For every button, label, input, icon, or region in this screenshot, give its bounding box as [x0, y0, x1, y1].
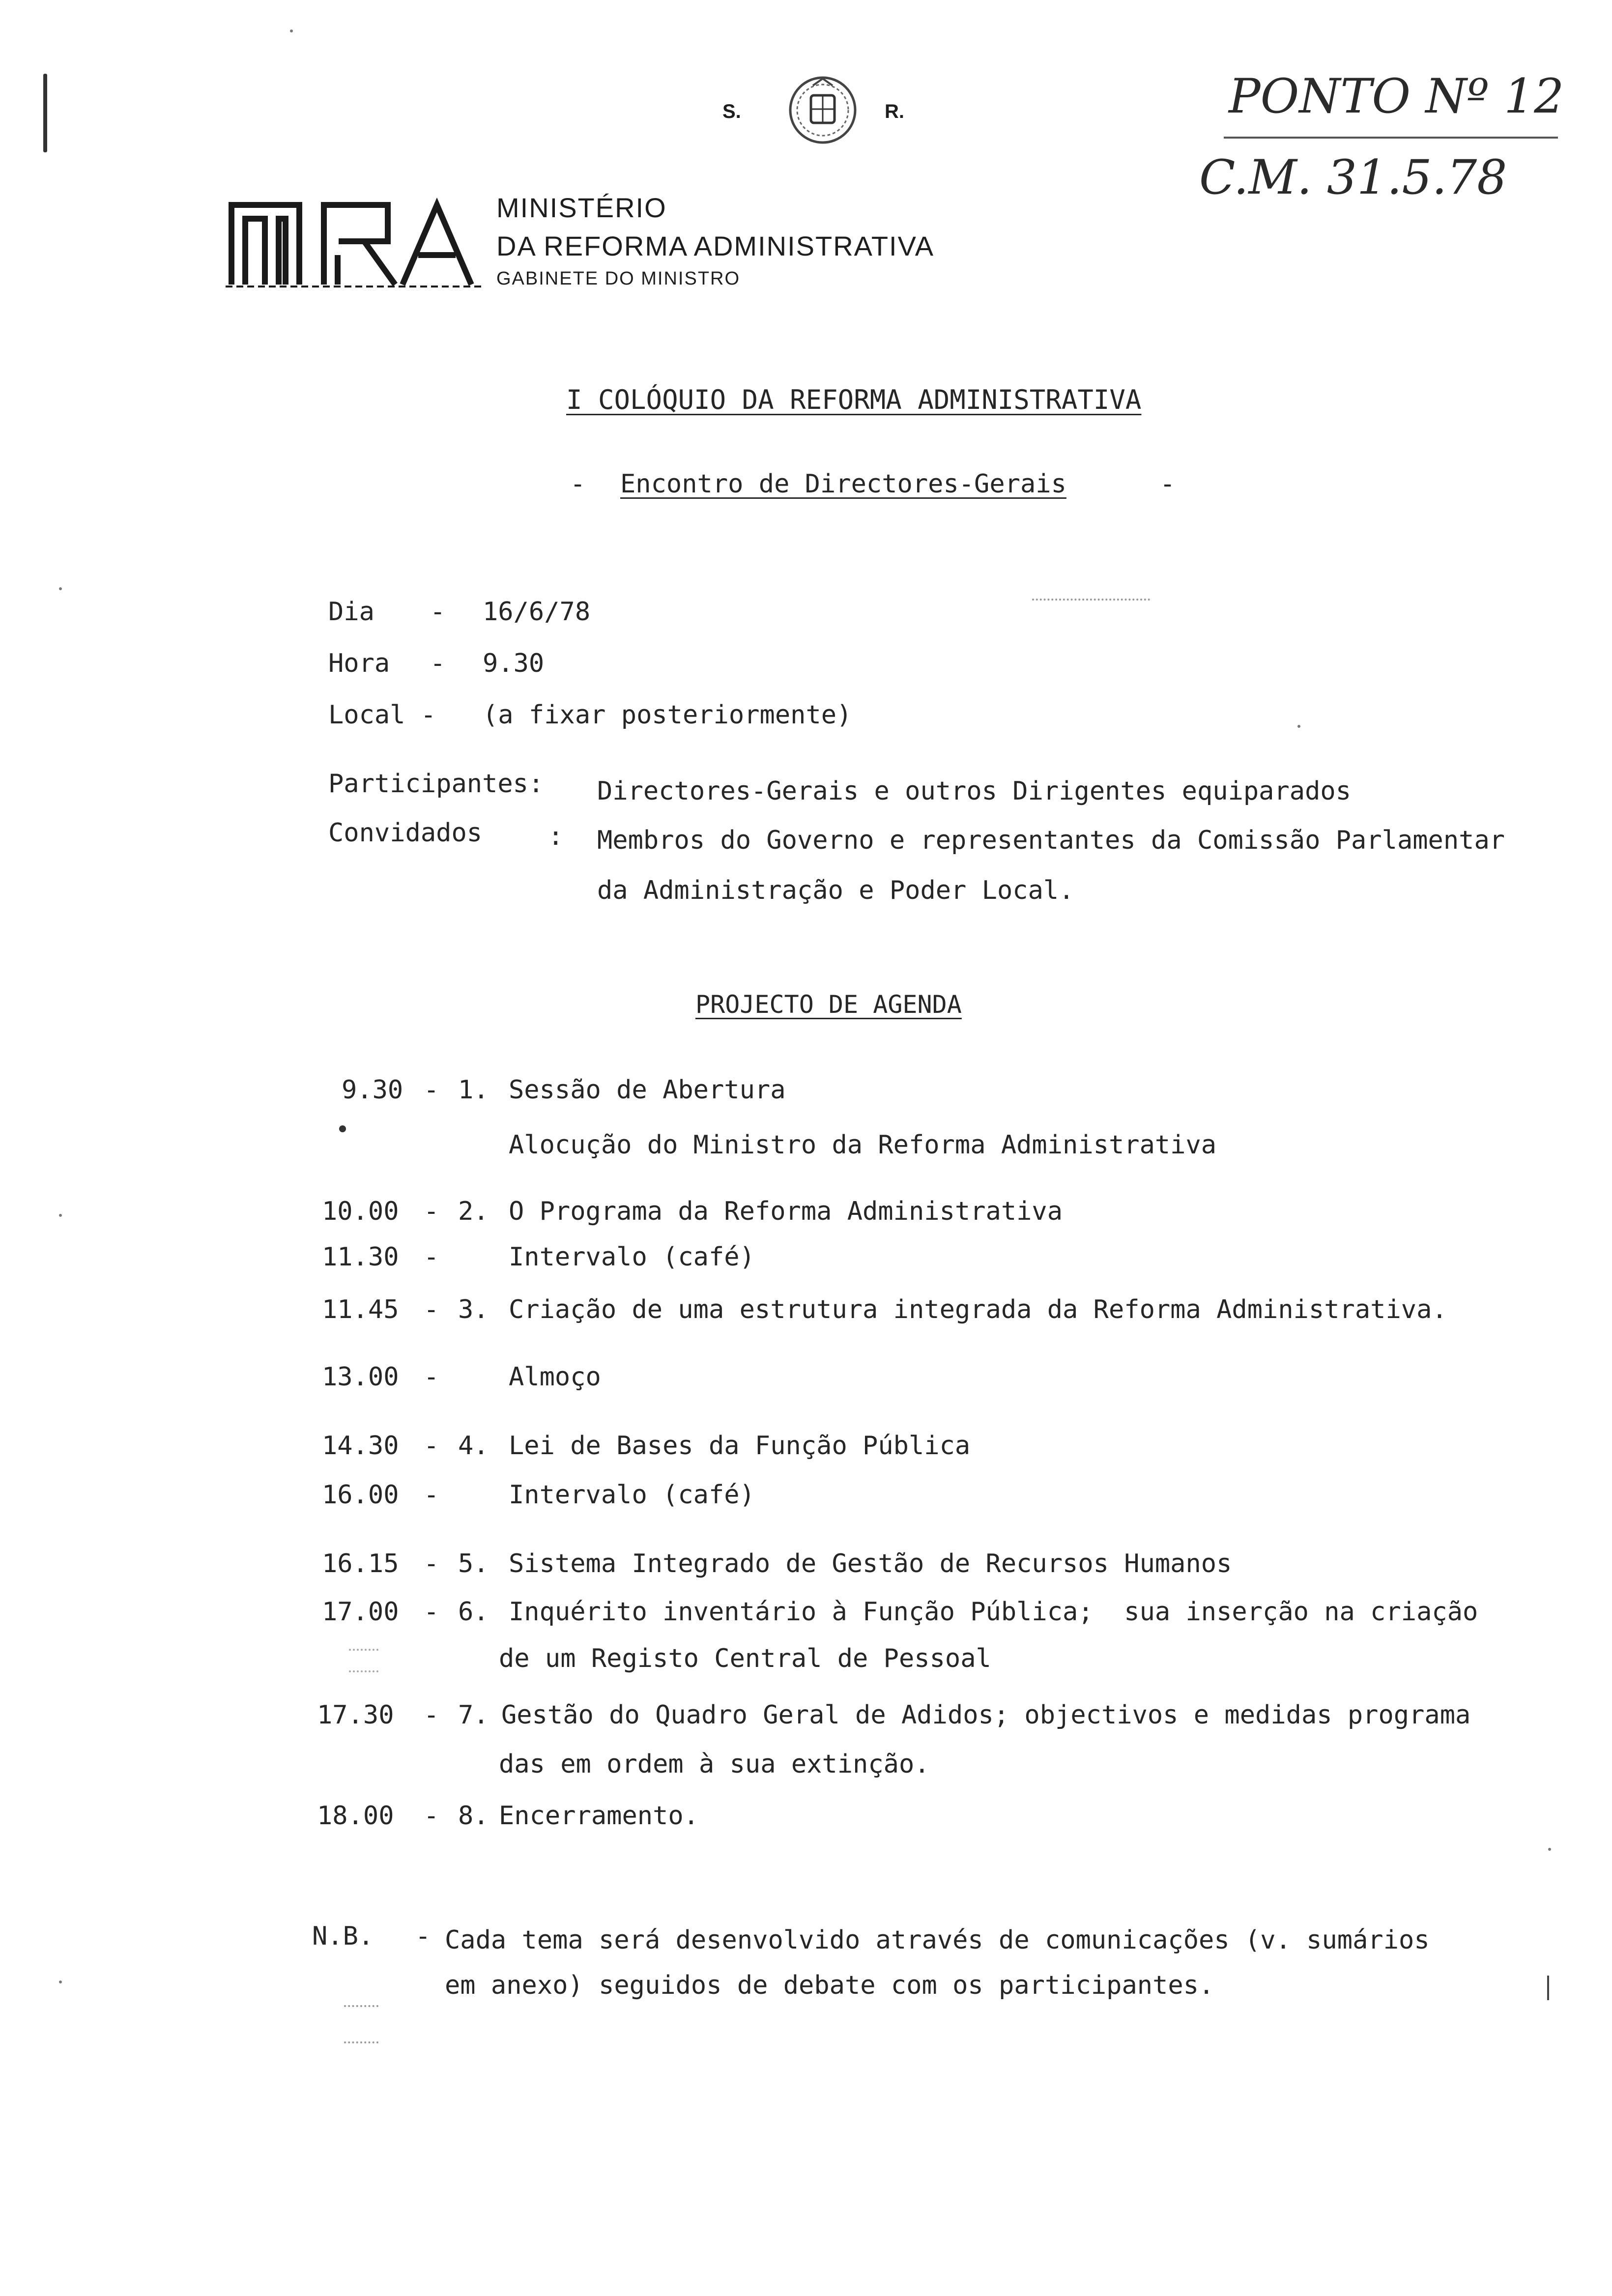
- annotation-item-number: PONTO Nº 12: [1229, 69, 1564, 124]
- agenda-separator: -: [424, 1295, 439, 1324]
- time-label: Hora: [328, 649, 390, 678]
- agenda-text: Sessão de Abertura: [509, 1075, 786, 1105]
- date-label: Dia: [328, 597, 374, 627]
- date-value: 16/6/78: [483, 597, 591, 627]
- agenda-time: 18.00: [317, 1801, 394, 1831]
- agenda-text: Intervalo (café): [509, 1242, 755, 1272]
- scan-speck: [59, 1980, 62, 1983]
- note-line2: em anexo) seguidos de debate com os participantes.: [445, 1971, 1214, 2000]
- office-name: GABINETE DO MINISTRO: [496, 268, 741, 289]
- scan-speck: [59, 1214, 62, 1217]
- note-line1: Cada tema será desenvolvido através de comunicações (v. sumários: [445, 1925, 1430, 1955]
- agenda-separator: -: [424, 1075, 439, 1105]
- agenda-text: Inquérito inventário à Função Pública; sua inserção na criação: [509, 1597, 1478, 1627]
- location-label: Local -: [328, 700, 436, 730]
- agenda-text: Alocução do Ministro da Reforma Administrativa: [509, 1130, 1217, 1160]
- agenda-time: 17.30: [317, 1700, 394, 1730]
- agenda-separator: -: [424, 1480, 439, 1510]
- agenda-time: 10.00: [322, 1197, 399, 1226]
- agenda-separator: -: [424, 1597, 439, 1627]
- scan-speck: [59, 587, 62, 590]
- time-separator: -: [430, 649, 446, 678]
- scan-mark: [1547, 1976, 1549, 2000]
- agenda-text: Gestão do Quadro Geral de Adidos; objectivos e medidas programa: [501, 1700, 1471, 1730]
- scan-speck: [1548, 1848, 1551, 1851]
- agenda-time: 13.00: [322, 1362, 399, 1392]
- agenda-separator: -: [424, 1431, 439, 1461]
- participants-label: Participantes:: [328, 769, 544, 799]
- scan-mark: [1032, 599, 1150, 603]
- guests-value-line1: Membros do Governo e representantes da Comissão Parlamentar: [597, 826, 1505, 855]
- agenda-time: 16.15: [322, 1549, 399, 1578]
- agenda-separator: -: [424, 1242, 439, 1272]
- coat-of-arms-seal: [764, 61, 843, 140]
- agenda-time: 11.45: [322, 1295, 399, 1324]
- agenda-text: Intervalo (café): [509, 1480, 755, 1510]
- participants-value: Directores-Gerais e outros Dirigentes equiparados: [597, 776, 1352, 806]
- annotation-underline: [1224, 137, 1558, 139]
- title-dash-left: -: [570, 469, 586, 499]
- ministry-title-line1: MINISTÉRIO: [496, 192, 667, 223]
- agenda-text: Almoço: [509, 1362, 601, 1392]
- agenda-number: 4.: [458, 1431, 489, 1461]
- agenda-text: Lei de Bases da Função Pública: [509, 1431, 971, 1461]
- agenda-separator: -: [424, 1197, 439, 1226]
- agenda-time: 11.30: [322, 1242, 399, 1272]
- agenda-text: de um Registo Central de Pessoal: [499, 1644, 991, 1673]
- guests-separator: :: [548, 822, 564, 851]
- agenda-separator: -: [424, 1362, 439, 1392]
- guests-label: Convidados: [328, 818, 483, 848]
- agenda-time: 17.00: [322, 1597, 399, 1627]
- agenda-separator: -: [424, 1801, 439, 1831]
- guests-value-line2: da Administração e Poder Local.: [597, 876, 1074, 905]
- scan-mark: [43, 74, 47, 152]
- time-value: 9.30: [483, 649, 545, 678]
- agenda-text: Criação de uma estrutura integrada da Reforma Administrativa.: [509, 1295, 1447, 1324]
- agenda-text: das em ordem à sua extinção.: [499, 1750, 930, 1779]
- annotation-meeting-ref: C.M. 31.5.78: [1199, 150, 1507, 205]
- scan-mark: [344, 2005, 378, 2043]
- date-separator: -: [430, 597, 446, 627]
- agenda-number: 2.: [458, 1197, 489, 1226]
- scan-speck: [339, 1125, 346, 1132]
- seal-label-left: S.: [722, 101, 741, 122]
- agenda-time: 16.00: [322, 1480, 399, 1510]
- agenda-number: 1.: [458, 1075, 489, 1105]
- agenda-text: O Programa da Reforma Administrativa: [509, 1197, 1063, 1226]
- location-value: (a fixar posteriormente): [483, 700, 852, 730]
- agenda-number: 5.: [458, 1549, 489, 1578]
- agenda-number: 7.: [458, 1700, 489, 1730]
- page-subtitle: Encontro de Directores-Gerais: [620, 469, 1066, 499]
- note-separator: -: [415, 1922, 431, 1951]
- scan-speck: [1297, 725, 1300, 728]
- note-label: N.B.: [312, 1922, 374, 1951]
- ministry-title-line2: DA REFORMA ADMINISTRATIVA: [496, 230, 935, 261]
- agenda-heading: PROJECTO DE AGENDA: [695, 990, 962, 1019]
- agenda-number: 6.: [458, 1597, 489, 1627]
- agenda-separator: -: [424, 1549, 439, 1578]
- scan-mark: [349, 1649, 378, 1672]
- mra-logo: [206, 187, 462, 280]
- agenda-text: Sistema Integrado de Gestão de Recursos Humanos: [509, 1549, 1232, 1578]
- title-dash-right: -: [1160, 469, 1176, 499]
- agenda-number: 3.: [458, 1295, 489, 1324]
- agenda-time: 9.30: [342, 1075, 403, 1105]
- page-title: I COLÓQUIO DA REFORMA ADMINISTRATIVA: [566, 384, 1142, 415]
- agenda-text: Encerramento.: [499, 1801, 699, 1831]
- agenda-number: 8.: [458, 1801, 489, 1831]
- scan-speck: [290, 29, 293, 32]
- agenda-time: 14.30: [322, 1431, 399, 1461]
- agenda-separator: -: [424, 1700, 439, 1730]
- seal-label-right: R.: [885, 101, 904, 122]
